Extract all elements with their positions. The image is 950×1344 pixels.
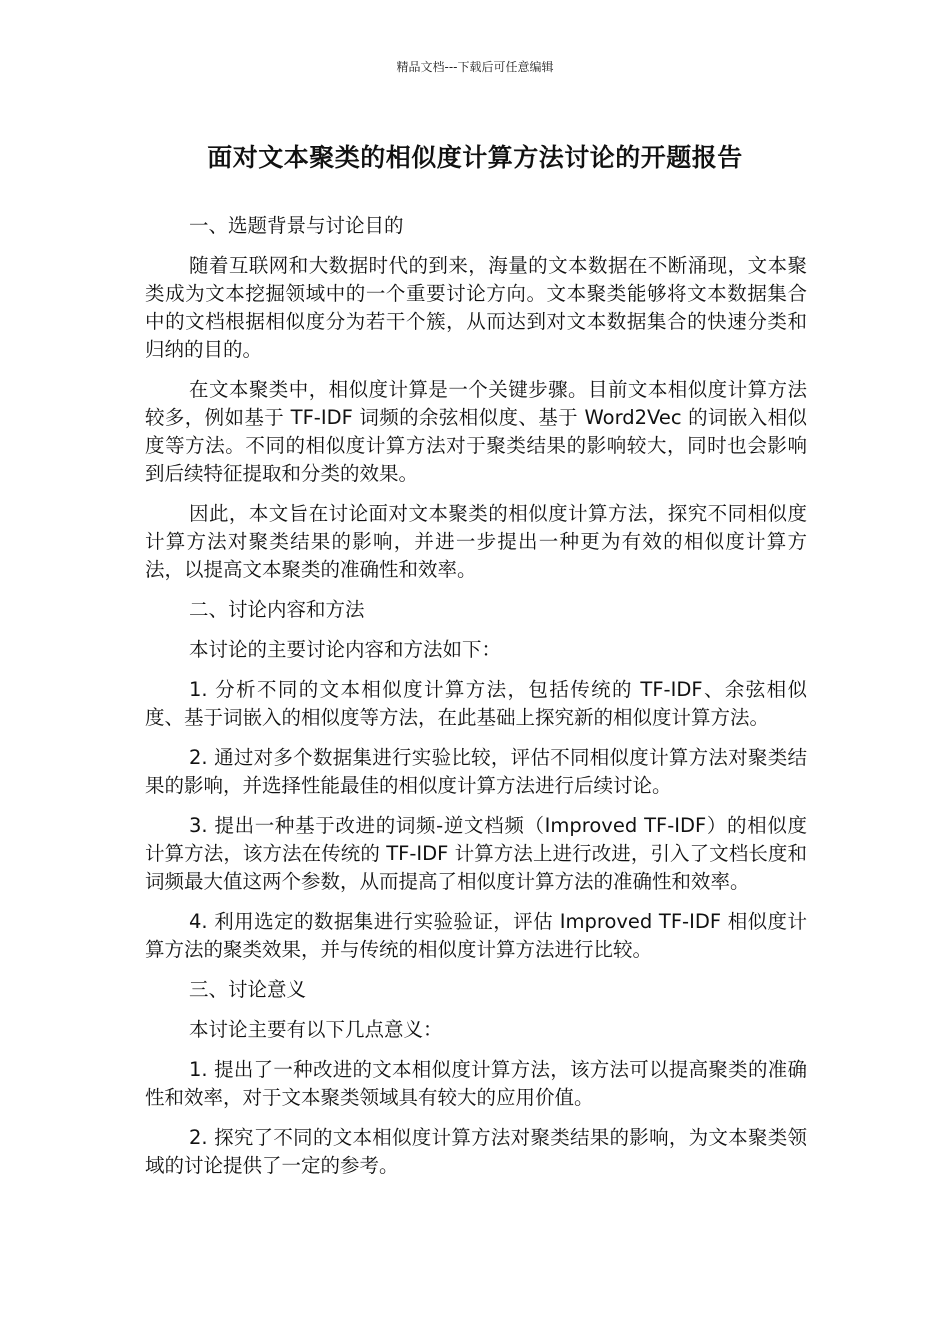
list-item: 2. 探究了不同的文本相似度计算方法对聚类结果的影响，为文本聚类领域的讨论提供了一定的参考。 (145, 1126, 807, 1177)
section-heading-background: 一、选题背景与讨论目的 (189, 214, 404, 237)
list-item: 4. 利用选定的数据集进行实验验证，评估 Improved TF-IDF 相似度计算方法的聚类效果，并与传统的相似度计算方法进行比较。 (145, 910, 807, 961)
paragraph: 本讨论的主要讨论内容和方法如下： (189, 638, 502, 661)
list-item: 2. 通过对多个数据集进行实验比较，评估不同相似度计算方法对聚类结果的影响，并选择性能最佳的相似度计算方法进行后续讨论。 (145, 746, 807, 797)
paragraph: 在文本聚类中，相似度计算是一个关键步骤。目前文本相似度计算方法较多，例如基于 TF-IDF 词频的余弦相似度、基于 Word2Vec 的词嵌入相似度等方法。不同的相似度计算方法对于聚类结果的影响较大，同时也会影响到后续特征提取和分类的效果。 (145, 378, 807, 485)
paragraph: 本讨论主要有以下几点意义： (189, 1018, 443, 1041)
document-title: 面对文本聚类的相似度计算方法讨论的开题报告 (207, 143, 743, 172)
list-item: 3. 提出一种基于改进的词频-逆文档频（Improved TF-IDF）的相似度计算方法，该方法在传统的 TF-IDF 计算方法上进行改进，引入了文档长度和词频最大值这两个参数，从而提高了相似度计算方法的准确性和效率。 (145, 814, 807, 893)
section-heading-content-methods: 二、讨论内容和方法 (189, 598, 365, 621)
document-body (145, 212, 807, 1192)
header-note: 精品文档---下载后可任意编辑 (396, 60, 554, 74)
section-heading-significance: 三、讨论意义 (189, 978, 307, 1001)
list-item: 1. 分析不同的文本相似度计算方法，包括传统的 TF-IDF、余弦相似度、基于词嵌入的相似度等方法，在此基础上探究新的相似度计算方法。 (145, 678, 807, 729)
paragraph: 因此，本文旨在讨论面对文本聚类的相似度计算方法，探究不同相似度计算方法对聚类结果的影响，并进一步提出一种更为有效的相似度计算方法，以提高文本聚类的准确性和效率。 (145, 502, 807, 581)
list-item: 1. 提出了一种改进的文本相似度计算方法，该方法可以提高聚类的准确性和效率，对于文本聚类领域具有较大的应用价值。 (145, 1058, 807, 1109)
paragraph: 随着互联网和大数据时代的到来，海量的文本数据在不断涌现，文本聚类成为文本挖掘领域中的一个重要讨论方向。文本聚类能够将文本数据集合中的文档根据相似度分为若干个簇，从而达到对文本数据集合的快速分类和归纳的目的。 (145, 254, 807, 361)
